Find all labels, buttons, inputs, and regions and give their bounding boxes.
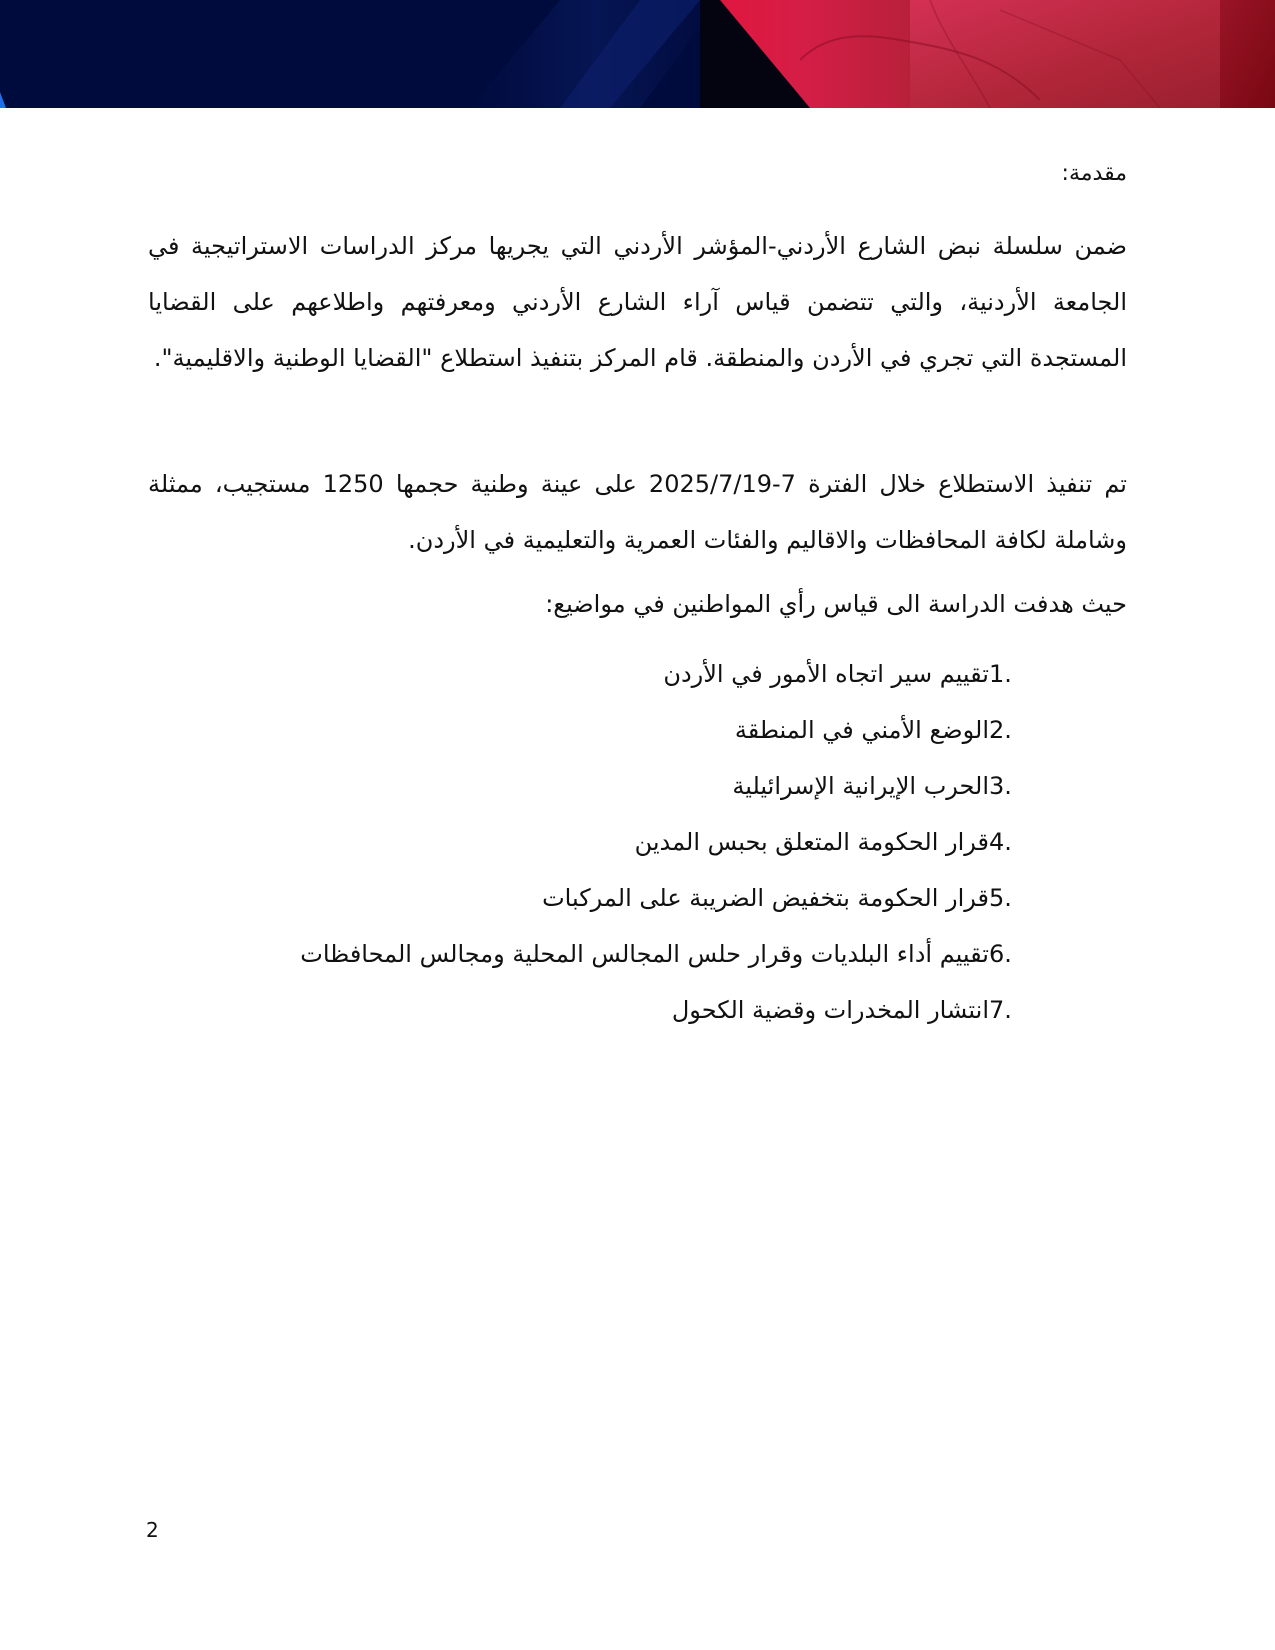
objectives-intro: حيث هدفت الدراسة الى قياس رأي المواطنين في مواضيع:	[545, 590, 1127, 618]
list-item-number: 7.	[989, 996, 1012, 1024]
list-item	[148, 870, 1027, 926]
list-item	[148, 702, 1027, 758]
list-item	[148, 758, 1027, 814]
list-item	[148, 646, 1027, 702]
banner-graphic	[0, 0, 1275, 108]
intro-paragraph: ضمن سلسلة نبض الشارع الأردني-المؤشر الأردني التي يجريها مركز الدراسات الاستراتيجية في الجامعة الأردنية، والتي تتضمن قياس آراء الشارع الأردني ومعرفتهم واطلاعهم على القضايا المستجدة التي تجري في الأردن والمنطقة. قام المركز بتنفيذ استطلاع "القضايا الوطنية والاقليمية".	[148, 232, 1127, 372]
page-number: 2	[146, 1518, 159, 1542]
banner-rose-panel	[910, 0, 1220, 108]
banner-maroon-panel	[1220, 0, 1275, 108]
list-item-text: قرار الحكومة المتعلق بحبس المدين	[634, 828, 989, 856]
methodology-paragraph: تم تنفيذ الاستطلاع خلال الفترة 7-2025/7/19 على عينة وطنية حجمها 1250 مستجيب، ممثلة وشاملة لكافة المحافظات والاقاليم والفئات العمرية والتعليمية في الأردن.	[148, 470, 1127, 554]
list-item	[148, 814, 1027, 870]
list-item-number: 3.	[989, 772, 1012, 800]
list-item-number: 4.	[989, 828, 1012, 856]
list-item-text: تقييم أداء البلديات وقرار حلس المجالس المحلية ومجالس المحافظات	[300, 940, 989, 968]
list-item-text: قرار الحكومة بتخفيض الضريبة على المركبات	[542, 884, 989, 912]
section-heading: مقدمة:	[1061, 161, 1127, 186]
document-body	[148, 150, 1127, 1038]
list-item-text: انتشار المخدرات وقضية الكحول	[671, 996, 989, 1024]
list-item-number: 1.	[989, 660, 1012, 688]
list-item-text: الحرب الإيرانية الإسرائيلية	[732, 772, 989, 800]
topics-list	[148, 646, 1127, 1038]
list-item-text: تقييم سير اتجاه الأمور في الأردن	[663, 660, 989, 688]
list-item-number: 6.	[989, 940, 1012, 968]
list-item	[148, 982, 1027, 1038]
list-item-text: الوضع الأمني في المنطقة	[734, 716, 989, 744]
header-banner	[0, 0, 1275, 108]
list-item	[148, 926, 1027, 982]
list-item-number: 2.	[989, 716, 1012, 744]
list-item-number: 5.	[989, 884, 1012, 912]
